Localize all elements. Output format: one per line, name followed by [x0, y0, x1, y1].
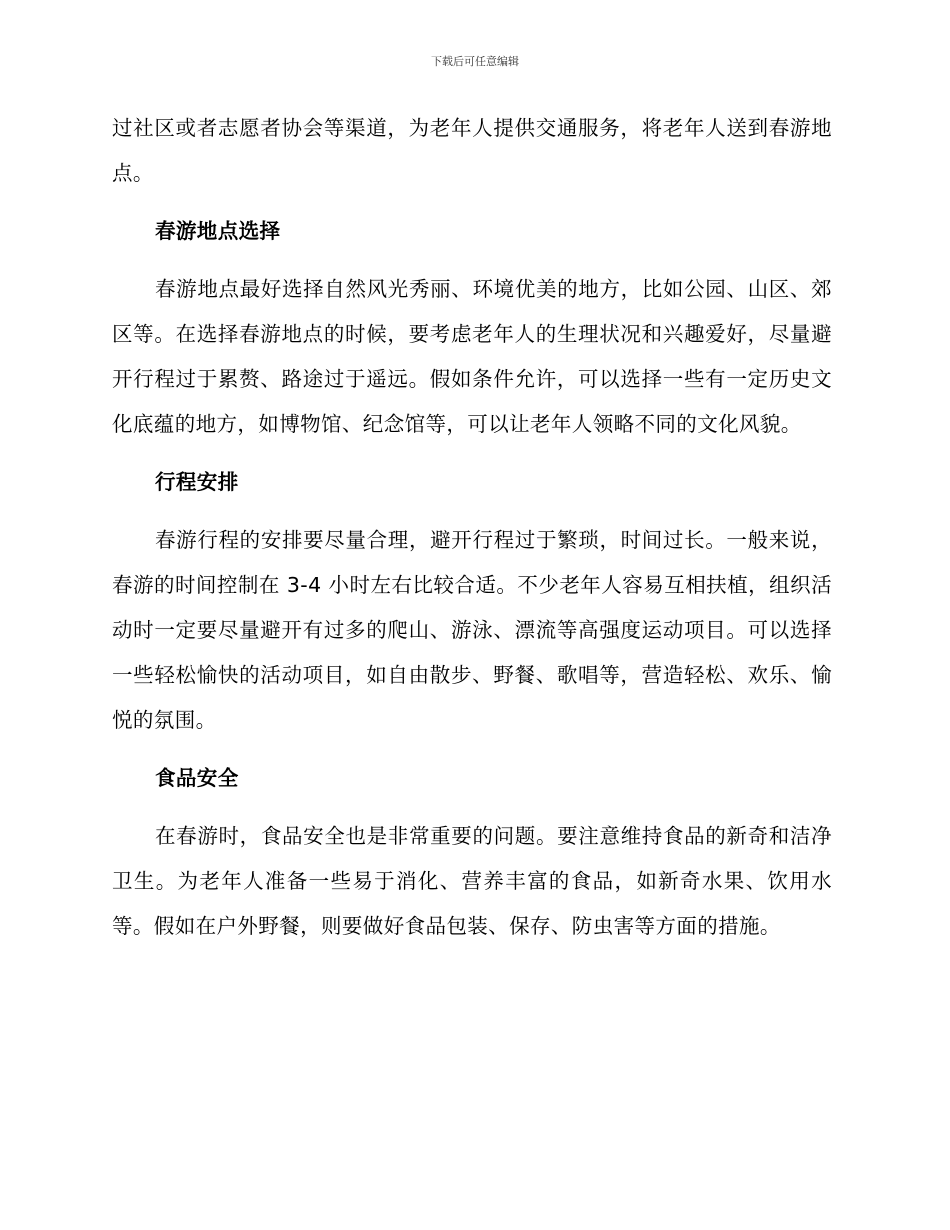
page-header: 下载后可任意编辑: [431, 55, 519, 68]
paragraph-itinerary: 春游行程的安排要尽量合理，避开行程过于繁琐，时间过长。一般来说，春游的时间控制在 3-4 小时左右比较合适。不少老年人容易互相扶植，组织活动时一定要尽量避开有过多的爬山、游泳、漂流等高强度运动项目。可以选择一些轻松愉快的活动项目，如自由散步、野餐、歌唱等，营造轻松、欢乐、愉悦的氛围。: [112, 528, 832, 732]
section-title-food-safety: 食品安全: [155, 766, 239, 790]
paragraph-location: 春游地点最好选择自然风光秀丽、环境优美的地方，比如公园、山区、郊区等。在选择春游地点的时候，要考虑老年人的生理状况和兴趣爱好，尽量避开行程过于累赘、路途过于遥远。假如条件允许，可以选择一些有一定历史文化底蕴的地方，如博物馆、纪念馆等，可以让老年人领略不同的文化风貌。: [112, 277, 832, 436]
continued-paragraph: 过社区或者志愿者协会等渠道，为老年人提供交通服务，将老年人送到春游地点。: [112, 116, 832, 185]
document-body: [112, 106, 832, 949]
section-title-itinerary: 行程安排: [155, 470, 239, 494]
paragraph-food-safety: 在春游时，食品安全也是非常重要的问题。要注意维持食品的新奇和洁净卫生。为老年人准备一些易于消化、营养丰富的食品，如新奇水果、饮用水等。假如在户外野餐，则要做好食品包装、保存、防虫害等方面的措施。: [112, 824, 832, 938]
section-title-location: 春游地点选择: [155, 219, 281, 243]
